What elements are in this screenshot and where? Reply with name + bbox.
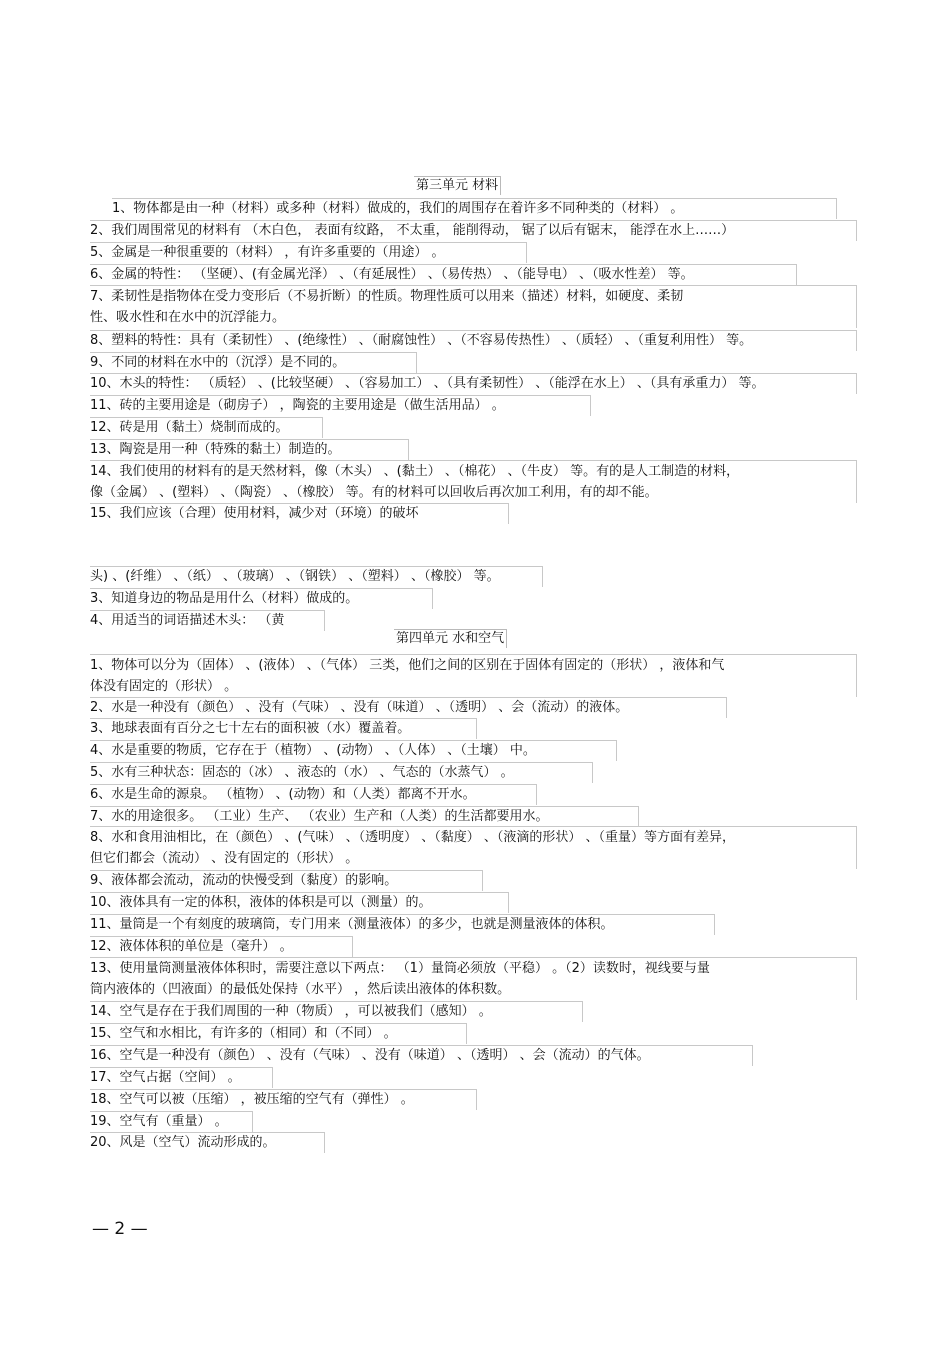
unit4-item-1 bbox=[90, 654, 857, 697]
unit3-item-13: 13、陶瓷是用一种（特殊的黏土）制造的。 bbox=[90, 439, 409, 460]
unit4-item-13 bbox=[90, 957, 857, 1000]
unit3-item-2: 2、我们周围常见的材料有 （木白色， 表面有纹路， 不太重， 能削得动， 锯了以后有锯末， 能浮在水上……） bbox=[90, 220, 857, 241]
unit4-item-13-line-a: 13、使用量筒测量液体体积时，需要注意以下两点： （1）量筒必须放（平稳） 。（2）读数时，视线要与量 bbox=[90, 961, 710, 976]
unit4-item-19: 19、空气有（重量） 。 bbox=[90, 1111, 253, 1132]
unit4-item-8-line-a: 8、水和食用油相比，在（颜色） 、(气味） 、（透明度） 、（黏度） 、（液滴的形状） 、（重量）等方面有差异， bbox=[90, 830, 736, 845]
unit4-item-2: 2、水是一种没有（颜色） 、没有（气味） 、没有（味道） 、（透明） 、会（流动）的液体。 bbox=[90, 697, 727, 718]
unit3-item-14 bbox=[90, 460, 857, 503]
unit4-item-8 bbox=[90, 826, 857, 869]
unit4-item-6: 6、水是生命的源泉。 （植物） 、(动物）和（人类）都离不开水。 bbox=[90, 784, 537, 805]
unit4-item-15: 15、空气和水相比，有许多的（相同）和（不同） 。 bbox=[90, 1023, 467, 1044]
unit3-item-15-continued: 头) 、(纤维） 、（纸） 、（玻璃） 、（钢铁） 、（塑料） 、（橡胶） 等。 bbox=[90, 566, 543, 587]
unit4-item-14: 14、空气是存在于我们周围的一种（物质） ，可以被我们（感知） 。 bbox=[90, 1001, 583, 1022]
unit4-item-7: 7、水的用途很多。 （工业）生产、 （农业）生产和（人类）的生活都要用水。 bbox=[90, 806, 639, 827]
page-number: — 2 — bbox=[92, 1219, 148, 1239]
unit4-item-9: 9、液体都会流动，流动的快慢受到（黏度）的影响。 bbox=[90, 870, 483, 891]
unit3-item-7 bbox=[90, 285, 857, 328]
unit3-item-12: 12、砖是用（黏土）烧制而成的。 bbox=[90, 417, 323, 438]
unit3-item-5: 5、金属是一种很重要的（材料） ，有许多重要的（用途） 。 bbox=[90, 242, 527, 263]
unit4-item-17: 17、空气占据（空间） 。 bbox=[90, 1067, 273, 1088]
unit3-item-1: 1、物体都是由一种（材料）或多种（材料）做成的，我们的周围存在着许多不同种类的（材料） 。 bbox=[112, 198, 837, 219]
unit3-heading: 第三单元 材料 bbox=[414, 176, 501, 195]
unit3-item-10: 10、木头的特性： （质轻） 、(比较坚硬） 、（容易加工） 、（具有柔韧性） 、（能浮在水上） 、（具有承重力） 等。 bbox=[90, 373, 857, 394]
unit4-item-16: 16、空气是一种没有（颜色） 、没有（气味） 、没有（味道） 、（透明） 、会（流动）的气体。 bbox=[90, 1045, 753, 1066]
unit3-item-6: 6、金属的特性： （坚硬）、(有金属光泽） 、（有延展性） 、（易传热） 、（能导电） 、（吸水性差） 等。 bbox=[90, 264, 797, 285]
unit4-heading: 第四单元 水和空气 bbox=[394, 629, 507, 648]
unit4-item-20: 20、风是（空气）流动形成的。 bbox=[90, 1132, 325, 1153]
unit4-item-4: 4、水是重要的物质，它存在于（植物） 、(动物） 、（人体） 、（土壤） 中。 bbox=[90, 740, 617, 761]
unit3-item-3: 3、知道身边的物品是用什么（材料）做成的。 bbox=[90, 588, 433, 609]
unit4-item-11: 11、量筒是一个有刻度的玻璃筒，专门用来（测量液体）的多少，也就是测量液体的体积。 bbox=[90, 914, 715, 935]
unit3-item-11: 11、砖的主要用途是（砌房子） ，陶瓷的主要用途是（做生活用品） 。 bbox=[90, 395, 591, 416]
unit3-item-15: 15、我们应该（合理）使用材料，减少对（环境）的破坏 bbox=[90, 503, 509, 524]
unit4-item-5: 5、水有三种状态：固态的（冰） 、液态的（水） 、气态的（水蒸气） 。 bbox=[90, 762, 593, 783]
unit4-item-3: 3、地球表面有百分之七十左右的面积被（水）覆盖着。 bbox=[90, 718, 477, 739]
unit4-item-10: 10、液体具有一定的体积，液体的体积是可以（测量）的。 bbox=[90, 892, 509, 913]
unit3-item-9: 9、不同的材料在水中的（沉浮）是不同的。 bbox=[90, 352, 417, 373]
unit4-item-8-line-b: 但它们都会（流动） 、没有固定的（形状） 。 bbox=[90, 851, 359, 866]
unit4-item-18: 18、空气可以被（压缩） ，被压缩的空气有（弹性） 。 bbox=[90, 1089, 477, 1110]
unit3-item-14-line-b: 像（金属） 、(塑料） 、（陶瓷） 、（橡胶） 等。有的材料可以回收后再次加工利用，有的却不能。 bbox=[90, 485, 658, 500]
unit3-item-8: 8、塑料的特性：具有（柔韧性） 、(绝缘性） 、（耐腐蚀性） 、（不容易传热性） 、（质轻） 、（重复利用性） 等。 bbox=[90, 330, 857, 351]
unit4-item-1-line-a: 1、物体可以分为（固体） 、(液体） 、（气体） 三类，他们之间的区别在于固体有固定的（形状） ，液体和气 bbox=[90, 658, 725, 673]
unit3-item-7-line-b: 性、吸水性和在水中的沉浮能力。 bbox=[90, 310, 286, 325]
unit4-item-1-line-b: 体没有固定的（形状） 。 bbox=[90, 679, 238, 694]
unit3-item-4: 4、用适当的词语描述木头： （黄 bbox=[90, 610, 325, 631]
unit3-item-7-line-a: 7、柔韧性是指物体在受力变形后（不易折断）的性质。物理性质可以用来（描述）材料，如硬度、柔韧 bbox=[90, 289, 684, 304]
unit4-item-12: 12、液体体积的单位是（毫升） 。 bbox=[90, 936, 353, 957]
unit4-item-13-line-b: 筒内液体的（凹液面）的最低处保持（水平） ，然后读出液体的体积数。 bbox=[90, 982, 511, 997]
unit3-item-14-line-a: 14、我们使用的材料有的是天然材料，像（木头） 、(黏土） 、（棉花） 、（牛皮） 等。有的是人工制造的材料， bbox=[90, 464, 740, 479]
